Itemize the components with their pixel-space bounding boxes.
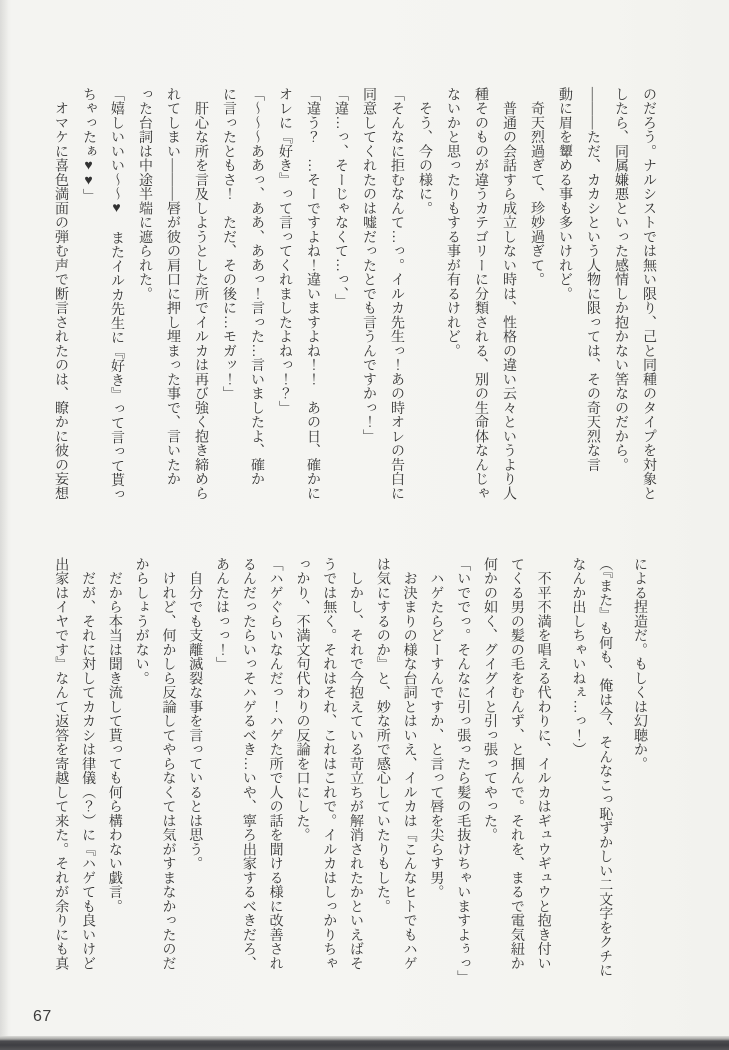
text-column: のだろう。ナルシストでは無い限り、己と同種のタイプを対象と <box>641 87 656 501</box>
text-column: けれど、何かしら反論してやらなくては気がすまなかったのだ <box>160 557 176 971</box>
text-column: てくる男の髪の毛をむんず、と掴んで。それを、まるで電気紐か <box>508 557 524 971</box>
text-column: 肝心な所を言及しようとした所でイルカは再び強く抱き締めら <box>193 87 208 501</box>
text-column: による捏造だ。もしくは幻聴か。 <box>632 557 647 771</box>
text-block-top <box>46 87 662 507</box>
text-column: 動に眉を顰める事も多いけれど。 <box>557 87 572 301</box>
text-column: は気にするのか』と、妙な所で感心していたりもした。 <box>374 557 390 914</box>
text-column: しかし、それで今抱えている苛立ちが解消されたかといえばそ <box>348 557 364 971</box>
text-column: 「ハゲぐらいなんだっ！ハゲた所で人の話を聞ける様に改善され <box>267 557 283 971</box>
text-column: ちゃったぁ♥♥」 <box>81 87 96 203</box>
text-column: 同意してくれたのは嘘だったとでも言うんですかっ！」 <box>361 87 376 444</box>
text-column: っかり、不満文句代わりの反論を口にした。 <box>294 557 310 842</box>
text-column: 普通の会話すら成立しない時は、性格の違い云々というより人 <box>501 87 516 501</box>
text-column: 「嬉しいいい〜〜♥ またイルカ先生に『好き』って言って貰っ <box>109 87 124 502</box>
text-column: だが、それに対してカカシは律儀（？）に『ハゲても良いけど <box>80 557 96 971</box>
text-column: （『また』も何も、俺は今、そんなこっ恥ずかしい二文字をクチに <box>597 557 613 978</box>
text-column: 何かの如く、グイグイと引っ張ってやった。 <box>482 557 498 842</box>
text-column: あんたはっっ！」 <box>214 557 230 671</box>
text-column: オマケに喜色満面の弾む声で断言されたのは、瞭かに彼の妄想 <box>53 87 68 501</box>
text-column: 奇天烈過ぎて、珍妙過ぎて。 <box>529 87 544 287</box>
scan-bottom-edge-line <box>0 1036 729 1050</box>
text-column: 「〜〜〜ああっ、ああ、ああっ！言った…言いましたよ、確か <box>249 87 264 486</box>
text-column: ―――ただ、カカシという人物に限っては、その奇天烈な言 <box>585 87 600 472</box>
text-column: るんだったらいっそハゲるべき…いや、寧ろ出家するべきだろ、 <box>240 557 256 971</box>
text-column: 出家はイヤです』なんて返答を寄越して来た。それが余りにも真 <box>53 557 69 971</box>
text-column: 自分でも支離滅裂な事を言っているとは思う。 <box>187 557 203 871</box>
text-column: そう、今の様に。 <box>417 87 432 216</box>
text-column: ハゲたらどーすんですか、と言って唇を尖らす男。 <box>428 557 444 899</box>
text-column: 「いででっ。そんなに引っ張ったら髪の毛抜けちゃいますよぅっ」 <box>455 557 471 985</box>
text-column: だから本当は聞き流して貰っても何ら構わない戯言。 <box>106 557 122 914</box>
text-column: った台詞は中途半端に遮られた。 <box>137 87 152 301</box>
text-column: オレに『好き』って言ってくれましたよねっ！？」 <box>277 87 292 415</box>
text-column: 「そんなに拒むなんて…っ。イルカ先生っ！あの時オレの告白に <box>389 87 404 501</box>
scan-left-edge-shadow <box>0 0 9 1050</box>
page-number: 67 <box>33 1008 52 1025</box>
text-column: に言ったともさ！ ただ、その後に…モガッ！」 <box>221 87 236 401</box>
text-block-bottom <box>46 557 652 989</box>
text-column: なんか出しちゃいねぇ…っ！） <box>570 557 586 757</box>
text-column: 不平不満を唱える代わりに、イルカはギュウギュウと抱き付い <box>535 557 551 971</box>
text-column: ないかと思ったりもする事が有るけれど。 <box>445 87 460 358</box>
text-column: したら、同属嫌悪といった感情しか抱かない筈なのだから。 <box>613 87 628 472</box>
text-column: お決まりの様な台詞とはいえ、イルカは『こんなヒトでもハゲ <box>401 557 417 971</box>
text-column: れてしまい―――唇が彼の肩口に押し埋まった事で、言いたか <box>165 87 180 486</box>
text-column: 「違…っ、そーじゃなくて…っ、」 <box>333 87 348 308</box>
text-column: うでは無く。それはそれ、これはこれで。イルカはしっかりちゃ <box>321 557 337 971</box>
text-column: からしょうがない。 <box>133 557 149 686</box>
text-column: 種そのものが違うカテゴリーに分類される、別の生命体なんじゃ <box>473 87 488 501</box>
text-column: 「違う？ …そーですよね！違いますよね！！ あの日、確かに <box>305 87 320 501</box>
